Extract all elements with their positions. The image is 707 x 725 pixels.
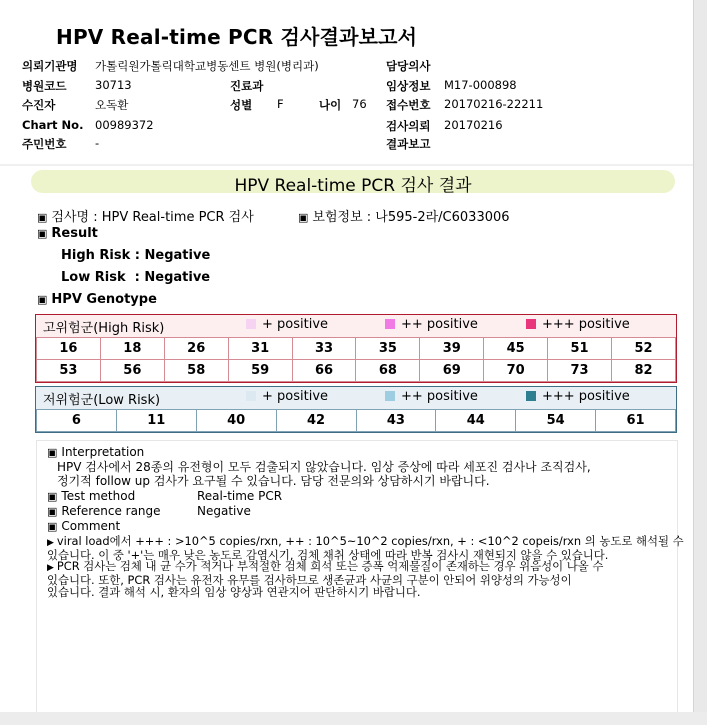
square-bullet-icon: ▣ xyxy=(47,520,58,533)
comment-heading: Comment xyxy=(61,519,121,533)
comment-block-2 xyxy=(47,560,603,598)
interpretation-text-line: 정기적 follow up 검사가 요구될 수 있습니다. 담당 전문의와 상담하시기 바랍니다. xyxy=(57,474,490,488)
genotype-cell: 53 xyxy=(37,360,101,382)
genotype-cell: 16 xyxy=(37,338,101,360)
genotype-cell: 39 xyxy=(420,338,484,360)
genotype-cell: 11 xyxy=(116,410,196,432)
legend-swatch xyxy=(526,319,536,329)
resident-no-value: - xyxy=(95,136,100,150)
low-risk-group-title: 저위험군(Low Risk) xyxy=(43,393,161,408)
requesting-institution-label: 의뢰기관명 xyxy=(22,59,78,73)
resident-no-label: 주민번호 xyxy=(22,137,67,151)
genotype-cell: 61 xyxy=(596,410,676,432)
genotype-cell: 40 xyxy=(196,410,276,432)
comment-line xyxy=(47,535,684,549)
genotype-cell: 43 xyxy=(356,410,436,432)
legend-swatch xyxy=(385,391,395,401)
low-risk-table-header xyxy=(36,387,676,409)
header-divider xyxy=(0,164,693,166)
interpretation-text-line: HPV 검사에서 28종의 유전형이 모두 검출되지 않았습니다. 임상 증상에 따라 세포진 검사나 조직검사, xyxy=(57,460,591,474)
legend-plus-plus-plus xyxy=(526,389,630,404)
legend-plus-plus-plus xyxy=(526,317,630,332)
high-risk-genotype-table xyxy=(35,314,677,383)
clinical-info-value: M17-000898 xyxy=(444,78,517,92)
legend-label: + positive xyxy=(262,317,329,332)
insurance-line xyxy=(298,206,510,225)
legend-label: ++ positive xyxy=(401,317,478,332)
test-method-line xyxy=(47,489,135,503)
result-banner xyxy=(31,170,675,196)
age-value: 76 xyxy=(352,97,367,111)
high-risk-result: High Risk : Negative xyxy=(61,248,211,263)
legend-plus-plus xyxy=(385,389,478,404)
legend-label: + positive xyxy=(262,389,329,404)
receipt-no-label: 접수번호 xyxy=(386,98,431,112)
genotype-cell: 6 xyxy=(37,410,117,432)
age-label: 나이 xyxy=(319,98,342,112)
high-risk-table-header xyxy=(36,315,676,337)
comment-text: viral load에서 +++ : >10^5 copies/rxn, ++ : 10^5~10^2 copies/rxn, + : <10^2 copeis/rxn 의 농도로 해석될 수 xyxy=(56,534,684,548)
genotype-cell: 26 xyxy=(164,338,228,360)
sex-value: F xyxy=(277,97,284,111)
test-method-label: Test method xyxy=(61,489,136,503)
legend-plus xyxy=(246,389,328,404)
attending-doctor-label: 담당의사 xyxy=(386,59,431,73)
legend-plus xyxy=(246,317,328,332)
clinical-info-label: 임상정보 xyxy=(386,79,431,93)
genotype-cell: 68 xyxy=(356,360,420,382)
sex-label: 성별 xyxy=(230,98,253,112)
genotype-cell: 66 xyxy=(292,360,356,382)
low-risk-result: Low Risk : Negative xyxy=(61,270,211,285)
reference-range-label: Reference range xyxy=(61,504,161,518)
test-method-value: Real-time PCR xyxy=(197,489,283,503)
square-bullet-icon: ▣ xyxy=(37,211,48,224)
interpretation-text xyxy=(57,460,591,488)
legend-swatch xyxy=(526,391,536,401)
test-name-line xyxy=(37,206,254,225)
high-risk-group-title: 고위험군(High Risk) xyxy=(43,321,165,336)
square-bullet-icon: ▣ xyxy=(47,505,58,518)
reference-range-line xyxy=(47,504,161,518)
test-request-value: 20170216 xyxy=(444,118,503,132)
genotype-cell: 56 xyxy=(100,360,164,382)
result-report-label: 결과보고 xyxy=(386,137,431,151)
chart-no-value: 00989372 xyxy=(95,118,154,132)
genotype-cell: 51 xyxy=(548,338,612,360)
legend-label: ++ positive xyxy=(401,389,478,404)
requesting-institution-value: 가톨릭원가톨릭대학교병동센트 병원(병리과) xyxy=(95,59,319,73)
result-heading-line xyxy=(37,226,98,241)
genotype-cell: 31 xyxy=(228,338,292,360)
legend-swatch xyxy=(385,319,395,329)
square-bullet-icon: ▣ xyxy=(47,446,58,459)
square-bullet-icon: ▣ xyxy=(298,211,309,224)
chart-no-label: Chart No. xyxy=(22,118,84,132)
genotype-cell: 52 xyxy=(612,338,676,360)
genotype-cell: 58 xyxy=(164,360,228,382)
table-row xyxy=(37,338,676,360)
result-banner-title: HPV Real-time PCR 검사 결과 xyxy=(234,176,472,196)
table-row xyxy=(37,410,676,432)
comment-line: 있습니다. 결과 해석 시, 환자의 임상 양상과 연관지어 판단하시기 바랍니다. xyxy=(47,585,421,599)
low-risk-genotype-grid xyxy=(36,409,676,432)
comment-heading-line xyxy=(47,519,120,533)
patient-name-value: 오독환 xyxy=(95,98,129,112)
vertical-scrollbar[interactable] xyxy=(693,0,707,725)
genotype-cell: 69 xyxy=(420,360,484,382)
comment-line xyxy=(47,560,603,574)
genotype-cell: 70 xyxy=(484,360,548,382)
bottom-margin-strip xyxy=(0,712,707,725)
interpretation-heading-line xyxy=(47,445,144,459)
hospital-code-value: 30713 xyxy=(95,78,132,92)
department-label: 진료과 xyxy=(230,79,264,93)
square-bullet-icon: ▣ xyxy=(37,293,48,306)
result-heading: Result xyxy=(51,226,98,241)
square-bullet-icon: ▣ xyxy=(37,227,48,240)
comment-line: 있습니다. 이 중 '+'는 매우 낮은 농도로 감염시기, 검체 채취 상태에 따라 반복 검사시 재현되지 않을 수 있습니다. xyxy=(47,548,609,562)
genotype-cell: 35 xyxy=(356,338,420,360)
legend-swatch xyxy=(246,391,256,401)
interpretation-box xyxy=(36,440,684,716)
triangle-bullet-icon: ▶ xyxy=(47,538,54,548)
genotype-cell: 42 xyxy=(276,410,356,432)
genotype-heading: HPV Genotype xyxy=(51,292,157,307)
test-name-text: 검사명 : HPV Real-time PCR 검사 xyxy=(51,210,254,225)
genotype-cell: 82 xyxy=(612,360,676,382)
comment-block-1 xyxy=(47,535,684,561)
insurance-text: 보험정보 : 나595-2라/C6033006 xyxy=(312,210,510,225)
test-request-label: 검사의뢰 xyxy=(386,119,431,133)
genotype-cell: 59 xyxy=(228,360,292,382)
high-risk-genotype-grid xyxy=(36,337,676,382)
genotype-cell: 45 xyxy=(484,338,548,360)
comment-line: 있습니다. 또한, PCR 검사는 유전자 유무를 검사하므로 생존균과 사균의 구분이 안되어 위양성의 가능성이 xyxy=(47,573,572,587)
legend-swatch xyxy=(246,319,256,329)
comment-text: PCR 검사는 검체 내 균 수가 적거나 부적절한 검체 희석 또는 증폭 억제물질이 존재하는 경우 위음성이 나올 수 xyxy=(56,559,604,573)
interpretation-heading: Interpretation xyxy=(61,445,145,459)
triangle-bullet-icon: ▶ xyxy=(47,563,54,573)
reference-range-value: Negative xyxy=(197,504,251,518)
report-title: HPV Real-time PCR 검사결과보고서 xyxy=(56,25,418,49)
low-risk-genotype-table xyxy=(35,386,677,433)
patient-name-label: 수진자 xyxy=(22,98,56,112)
genotype-heading-line xyxy=(37,292,157,307)
legend-plus-plus xyxy=(385,317,478,332)
genotype-cell: 44 xyxy=(436,410,516,432)
genotype-cell: 73 xyxy=(548,360,612,382)
genotype-cell: 18 xyxy=(100,338,164,360)
genotype-cell: 54 xyxy=(516,410,596,432)
square-bullet-icon: ▣ xyxy=(47,490,58,503)
genotype-cell: 33 xyxy=(292,338,356,360)
receipt-no-value: 20170216-22211 xyxy=(444,97,544,111)
legend-label: +++ positive xyxy=(542,317,630,332)
table-row xyxy=(37,360,676,382)
legend-label: +++ positive xyxy=(542,389,630,404)
hospital-code-label: 병원코드 xyxy=(22,79,67,93)
